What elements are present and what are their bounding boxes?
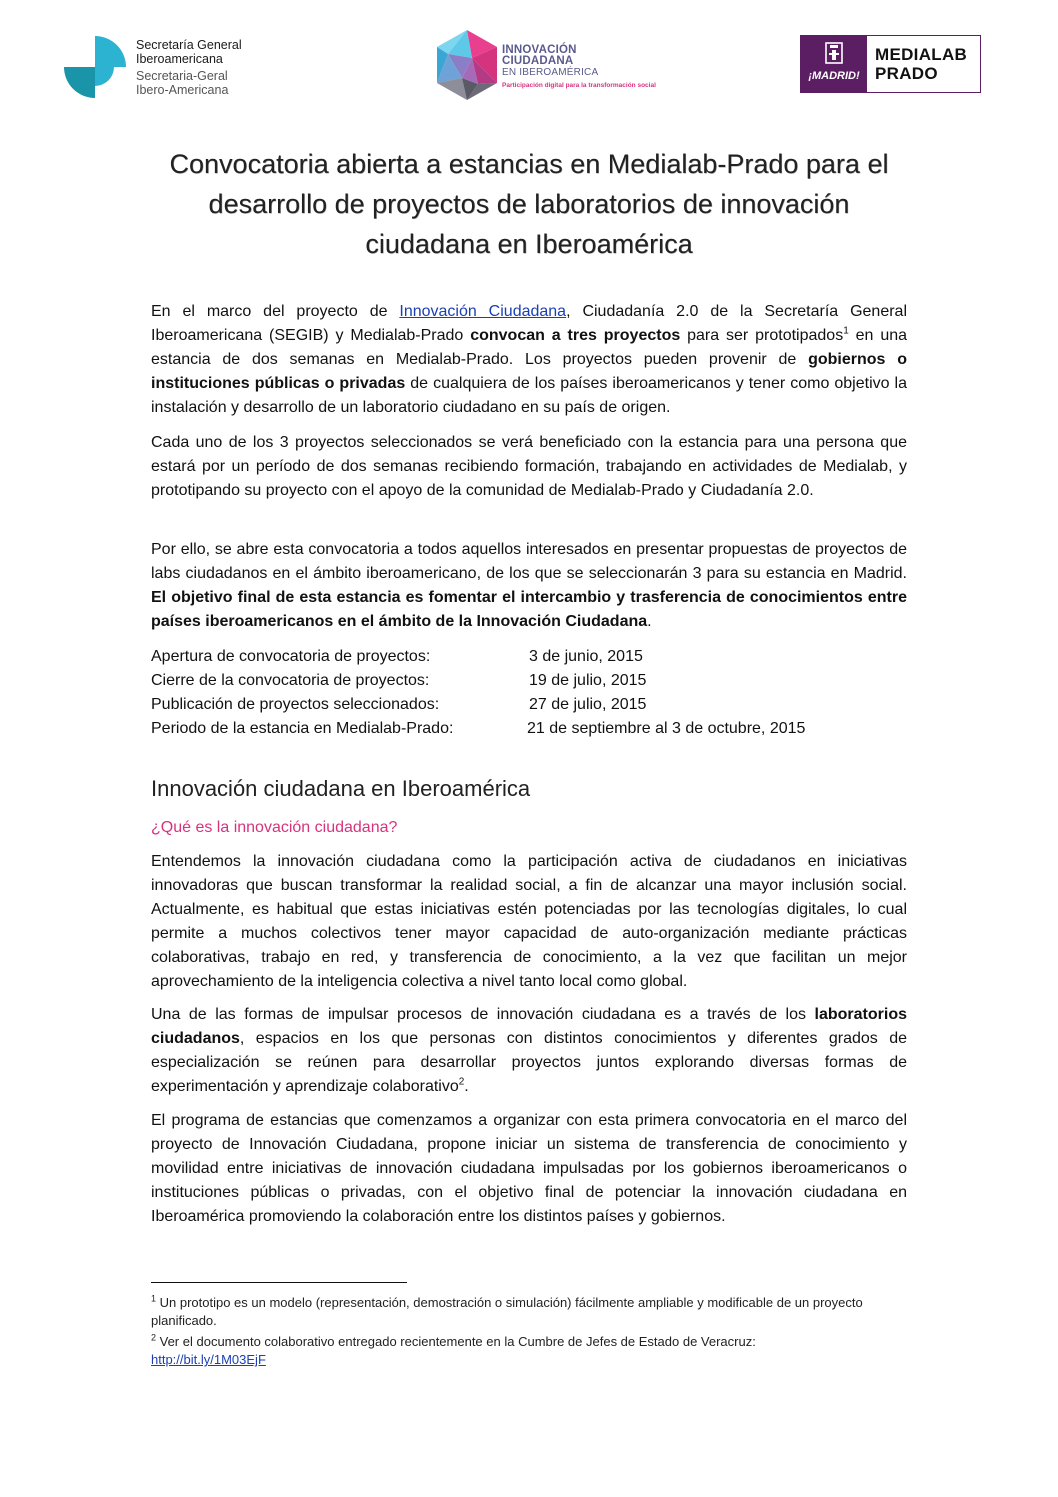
date-label: Publicación de proyectos seleccionados: xyxy=(151,696,440,713)
date-row xyxy=(151,693,907,717)
footnote-2: $^2$ Ver el documento colaborativo entregado recientemente en la Cumbre de Jefes de Estado de Veracruz: http://bit.ly/1M03EjF xyxy=(151,1332,756,1367)
convocan-highlight: convocan a tres proyectos xyxy=(470,327,681,344)
intro-paragraph-3: Por ello, se abre esta convocatoria a todos aquellos interesados en presentar propuestas de proyectos de labs ciudadanos en el ámbito iberoamericano, de los que se seleccionarán 3 para su estancia en Madrid. El objetivo final de esta estancia es fomentar el intercambio y trasferencia de conocimientos entre países iberoamericanos en el ámbito de la Innovación Ciudadana. xyxy=(151,541,907,630)
footnote-ref-1[interactable]: 1 xyxy=(843,325,849,337)
intro-paragraph-1: En el marco del proyecto de Innovación Ciudadana, Ciudadanía 2.0 de la Secretaría General Iberoamericana (SEGIB) y Medialab-Prado convocan a tres proyectos para ser prototipados$^1$ en una estancia de dos semanas en Medialab-Prado. Los proyectos pueden provenir de gobiernos o instituciones públicas o privadas de cualquiera de los países iberoamericanos y tener como objetivo la instalación y desarrollo de un laboratorio ciudadano en su país de origen. xyxy=(151,303,908,416)
section-paragraph-3: El programa de estancias que comenzamos a organizar con esta primera convocatoria en el marco del proyecto de Innovación Ciudadana, propone iniciar un sistema de transferencia de conocimiento y movilidad entre iniciativas de innovación ciudadana impulsadas por los gobiernos iberoamericanos o instituciones públicas o privadas, con el objetivo final de potenciar la innovación ciudadana en Iberoamérica promoviendo la colaboración entre los distintos países y gobiernos. xyxy=(151,1112,907,1225)
date-value: 21 de septiembre al 3 de octubre, 2015 xyxy=(527,720,806,737)
laboratorios-highlight: laboratorios ciudadanos xyxy=(151,1006,907,1047)
footnote-ref-2[interactable]: 2 xyxy=(458,1076,465,1088)
section-heading: Innovación ciudadana en Iberoamérica xyxy=(151,776,531,801)
segib-name-es-1: Secretaría General xyxy=(136,38,242,52)
section-subheading: ¿Qué es la innovación ciudadana? xyxy=(151,819,398,836)
ic-logo-line-3: EN IBEROAMÉRICA xyxy=(502,67,599,78)
ic-logo-line-1: INNOVACIÓN xyxy=(502,44,577,56)
ic-logo-tagline: Participación digital para la transformación social xyxy=(502,82,656,89)
date-value: 19 de julio, 2015 xyxy=(529,672,647,689)
section-paragraph-1: Entendemos la innovación ciudadana como la participación activa de ciudadanos en iniciativas innovadoras que buscan transformar la realidad social, a fin de alcanzar una mayor inclusión social. Actualmente, es habitual que estas iniciativas estén potenciadas por las tecnologías digitales, lo cual permite a muchos colectivos tener mayor capacidad de auto-organización mediante prácticas colaborativas, trabajo en red, y transferencia de conocimiento, a la vez que facilitan un mejor aprovechamiento de la inteligencia colectiva a nivel tanto local como global. xyxy=(151,853,907,990)
polygon-gem-icon xyxy=(434,28,500,102)
date-label: Cierre de la convocatoria de proyectos: xyxy=(151,672,430,689)
date-label: Apertura de convocatoria de proyectos: xyxy=(151,648,431,665)
date-row xyxy=(151,669,907,693)
innovacion-ciudadana-logo xyxy=(434,28,656,104)
document-title xyxy=(120,144,938,264)
title-line-2: desarrollo de proyectos de laboratorios de innovación xyxy=(208,189,850,219)
gobiernos-highlight: gobiernos o instituciones públicas o privadas xyxy=(151,351,908,392)
section-paragraph-2: Una de las formas de impulsar procesos de innovación ciudadana es a través de los laboratorios ciudadanos, espacios en los que personas con distintos conocimientos y diferentes grados de especialización se reúnen para desarrollar proyectos juntos explorando diversas formas de experimentación y aprendizaje colaborativo$^2$. xyxy=(151,1006,907,1095)
date-row xyxy=(151,645,907,669)
innovacion-ciudadana-link[interactable]: Innovación Ciudadana xyxy=(399,303,567,320)
footnote-divider xyxy=(151,1282,407,1283)
madrid-badge xyxy=(801,36,867,92)
date-row xyxy=(151,717,907,741)
segib-name-es-2: Iberoamericana xyxy=(136,52,223,66)
medialab-label: MEDIALAB xyxy=(875,45,968,64)
date-value: 3 de junio, 2015 xyxy=(529,648,643,665)
segib-name-pt-2: Ibero-Americana xyxy=(136,83,229,97)
madrid-crest-icon xyxy=(825,42,843,66)
prado-label: PRADO xyxy=(875,64,938,83)
objetivo-highlight: El objetivo final de esta estancia es fomentar el intercambio y trasferencia de conocimientos entre países iberoamericanos en el ámbito de la Innovación Ciudadana xyxy=(151,589,907,630)
title-line-1: Convocatoria abierta a estancias en Medialab-Prado para el xyxy=(169,149,889,179)
date-label: Periodo de la estancia en Medialab-Prado: xyxy=(151,720,454,737)
dates-list xyxy=(151,645,907,741)
medialab-prado-logo xyxy=(800,35,981,93)
footnote-1: $^1$ Un prototipo es un modelo (representación, demostración o simulación) fácilmente ampliable y modificable de un proyecto planificado. xyxy=(151,1293,863,1328)
segib-name-pt-1: Secretaria-Geral xyxy=(136,69,228,83)
intro-paragraph-2: Cada uno de los 3 proyectos seleccionados se verá beneficiado con la estancia para una persona que estará por un período de dos semanas recibiendo formación, trabajando en actividades de Medialab, y prototipando su proyecto con el apoyo de la comunidad de Medialab-Prado y Ciudadanía 2.0. xyxy=(151,434,907,499)
title-line-3: ciudadana en Iberoamérica xyxy=(365,229,693,259)
segib-logo xyxy=(64,36,254,100)
bitly-link[interactable]: http://bit.ly/1M03EjF xyxy=(151,1352,266,1367)
date-value: 27 de julio, 2015 xyxy=(529,696,647,713)
ic-logo-line-2: CIUDADANA xyxy=(502,55,574,67)
segib-logo-mark-icon xyxy=(64,36,126,98)
madrid-label: ¡MADRID! xyxy=(808,70,860,82)
